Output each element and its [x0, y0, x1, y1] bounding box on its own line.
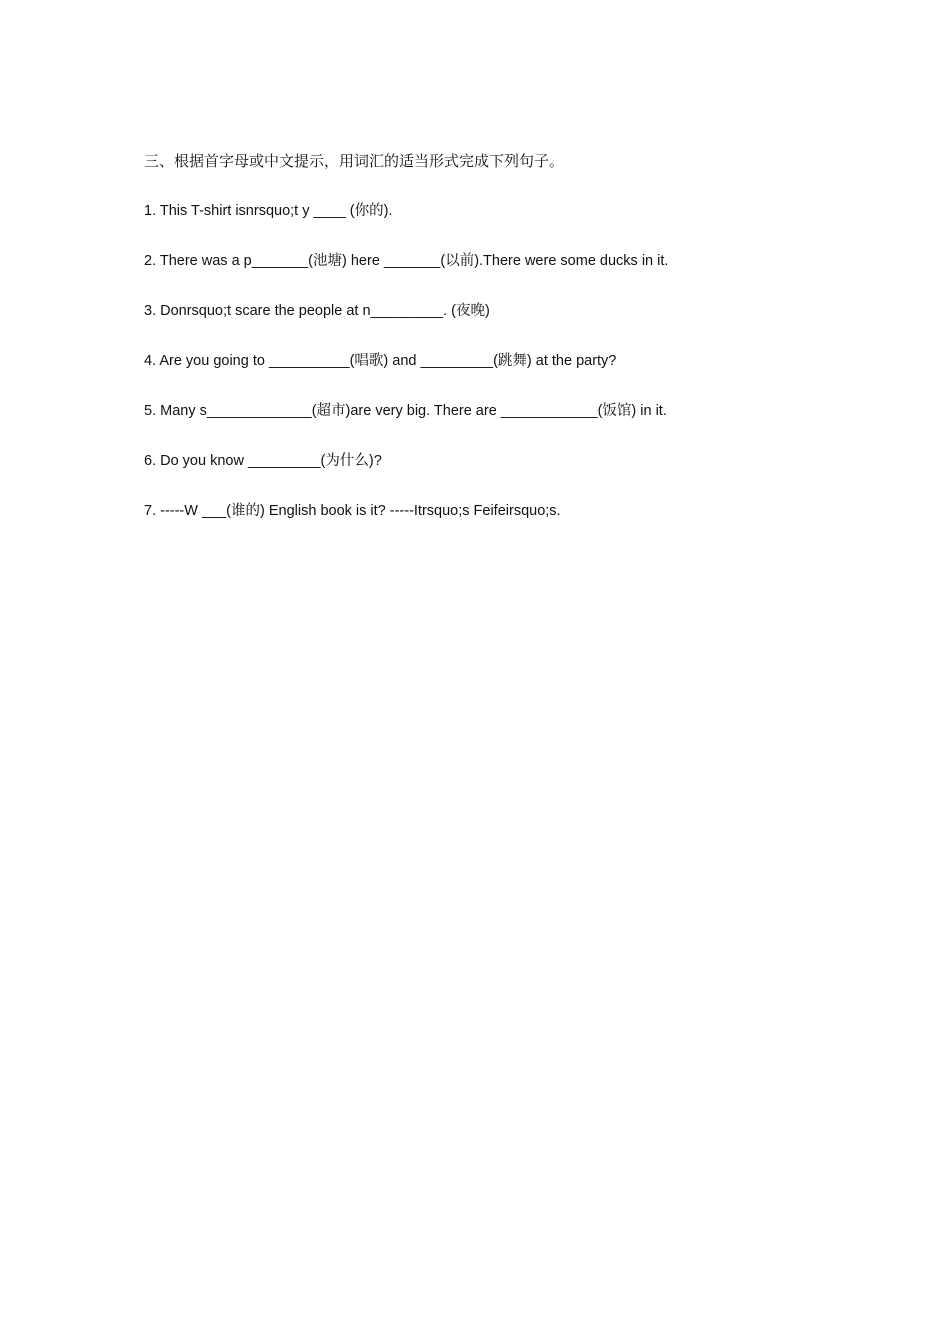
- exercise-item-4: 4. Are you going to __________(唱歌) and _________(跳舞) at the party?: [144, 353, 617, 369]
- exercise-item-7: 7. -----W ___(谁的) English book is it? -----Itrsquo;s Feifeirsquo;s.: [144, 503, 561, 519]
- exercise-section: [144, 150, 824, 550]
- exercise-item-1: 1. This T-shirt isnrsquo;t y ____ (你的).: [144, 203, 393, 219]
- exercise-item-3: 3. Donrsquo;t scare the people at n_________. (夜晚): [144, 303, 490, 319]
- section-heading: 三、根据首字母或中文提示，用词汇的适当形式完成下列句子。: [144, 152, 565, 170]
- exercise-item-5: 5. Many s_____________(超市)are very big. There are ____________(饭馆) in it.: [144, 403, 667, 419]
- exercise-item-6: 6. Do you know _________(为什么)?: [144, 453, 382, 469]
- exercise-item-2: 2. There was a p_______(池塘) here _______(以前).There were some ducks in it.: [144, 253, 669, 269]
